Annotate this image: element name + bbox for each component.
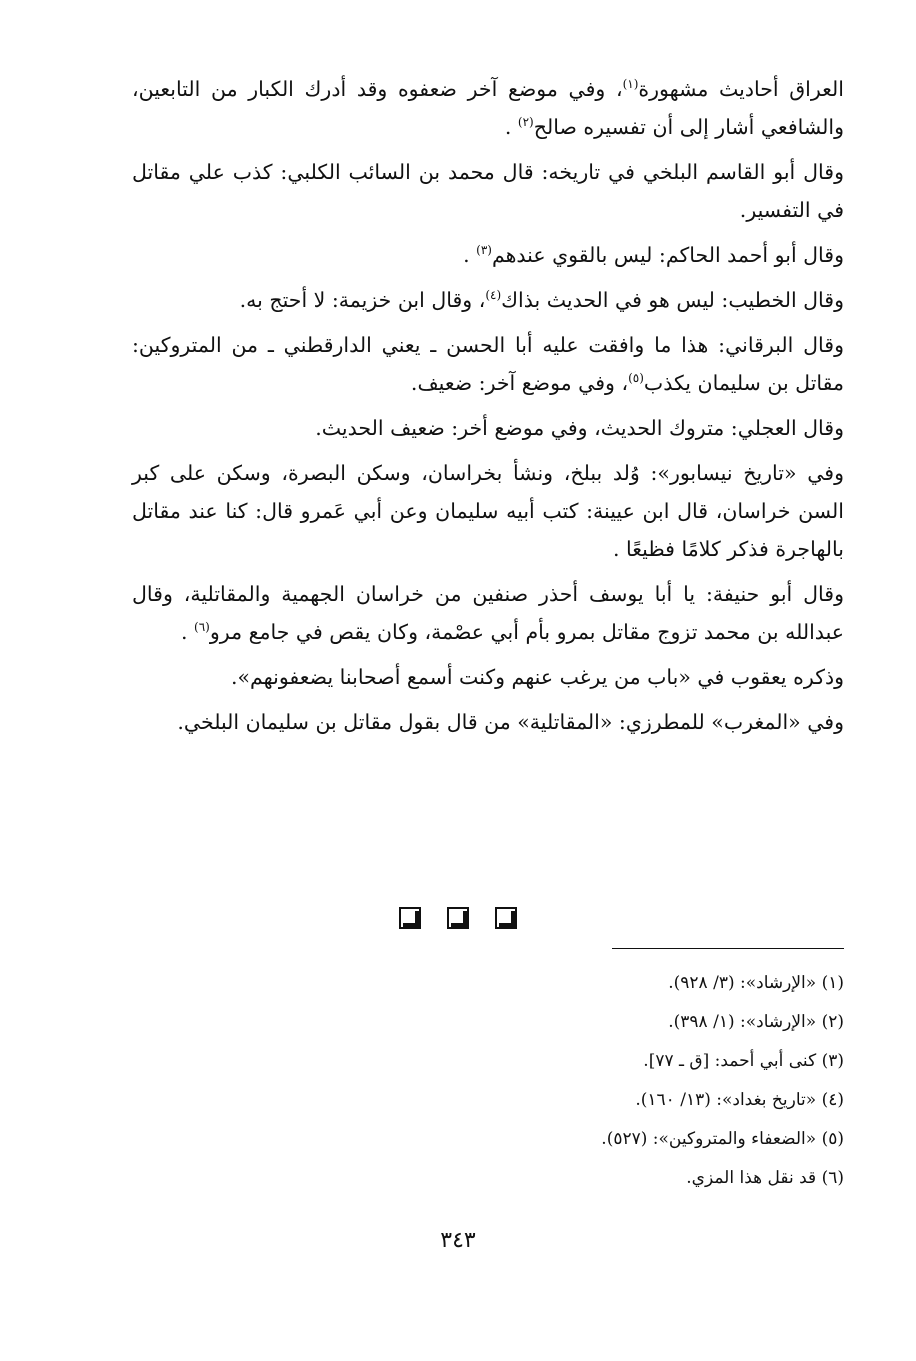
page-number: ٣٤٣	[440, 1228, 476, 1253]
footnote	[344, 1159, 844, 1198]
footnote-divider	[612, 948, 844, 949]
footnote	[344, 1081, 844, 1120]
footnote-marker: (٢)	[517, 115, 534, 129]
paragraph: وقال أبو أحمد الحاكم: ليس بالقوي عندهم$^{(٣)}$ .	[463, 243, 844, 267]
footnote	[344, 1003, 844, 1042]
footnote-text: كنى أبي أحمد: [ق ـ ٧٧].	[643, 1051, 817, 1071]
footnote	[344, 964, 844, 1003]
footnote-marker: (٣)	[476, 243, 492, 257]
paragraph: وقال الخطيب: ليس هو في الحديث بذاك$^{(٤)}$، وقال ابن خزيمة: لا أحتج به.	[239, 288, 844, 312]
square-ornament-icon	[447, 907, 469, 929]
footnote-number: (٦)	[821, 1168, 844, 1188]
footnote-number: (٣)	[821, 1051, 844, 1071]
paragraph: وقال أبو حنيفة: يا أبا يوسف أحذر صنفين من خراسان الجهمية والمقاتلية، وقال عبدالله بن محمد تزوج مقاتل بمرو بأم أبي عصْمة، وكان يقص في جامع مرو$^{(٦)}$ .	[132, 582, 844, 644]
footnote-text: قد نقل هذا المزي.	[686, 1168, 817, 1188]
footnote-text: «الإرشاد»: (٣/ ٩٢٨).	[668, 973, 817, 993]
paragraph: وفي «المغرب» للمطرزي: «المقاتلية» من قال بقول مقاتل بن سليمان البلخي.	[177, 710, 844, 734]
footnote-text: «تاريخ بغداد»: (١٣/ ١٦٠).	[635, 1090, 817, 1110]
footnote-marker: (٤)	[485, 288, 502, 302]
paragraph: وقال البرقاني: هذا ما وافقت عليه أبا الحسن ـ يعني الدارقطني ـ من المتروكين: مقاتل بن سليمان يكذب$^{(٥)}$، وفي موضع آخر: ضعيف.	[132, 333, 844, 395]
footnote-number: (٥)	[821, 1129, 844, 1149]
footnote-number: (٤)	[821, 1090, 844, 1110]
footnote	[344, 1042, 844, 1081]
footnote-marker: (١)	[622, 77, 639, 91]
square-ornament-icon	[399, 907, 421, 929]
footnote	[344, 1120, 844, 1159]
paragraph: وقال أبو القاسم البلخي في تاريخه: قال محمد بن السائب الكلبي: كذب علي مقاتل في التفسير.	[132, 160, 844, 222]
footnote-marker: (٥)	[628, 371, 644, 385]
paragraph: وقال العجلي: متروك الحديث، وفي موضع أخر: ضعيف الحديث.	[315, 416, 844, 440]
footnotes	[344, 964, 844, 1198]
footnote-text: «الإرشاد»: (١/ ٣٩٨).	[668, 1012, 817, 1032]
footnote-marker: (٦)	[194, 620, 210, 634]
paragraph: العراق أحاديث مشهورة$^{(١)}$، وفي موضع آخر ضعفوه وقد أدرك الكبار من التابعين، والشافعي أشار إلى أن تفسيره صالح$^{(٢)}$ .	[132, 77, 844, 139]
footnote-number: (٢)	[821, 1012, 844, 1032]
main-text	[132, 70, 844, 748]
paragraph: وذكره يعقوب في «باب من يرغب عنهم وكنت أسمع أصحابنا يضعفونهم».	[230, 665, 844, 689]
footnote-number: (١)	[821, 973, 844, 993]
section-divider-ornament	[0, 907, 916, 929]
paragraph: وفي «تاريخ نيسابور»: وُلد ببلخ، ونشأ بخراسان، وسكن البصرة، وسكن على كبر السن خراسان، قال ابن عيينة: كتب أبيه سليمان وعن أبي عَمرو قال: كنا عند مقاتل بالهاجرة فذكر كلامًا فظيعًا .	[132, 461, 844, 561]
square-ornament-icon	[495, 907, 517, 929]
footnote-text: «الضعفاء والمتروكين»: (٥٢٧).	[601, 1129, 817, 1149]
